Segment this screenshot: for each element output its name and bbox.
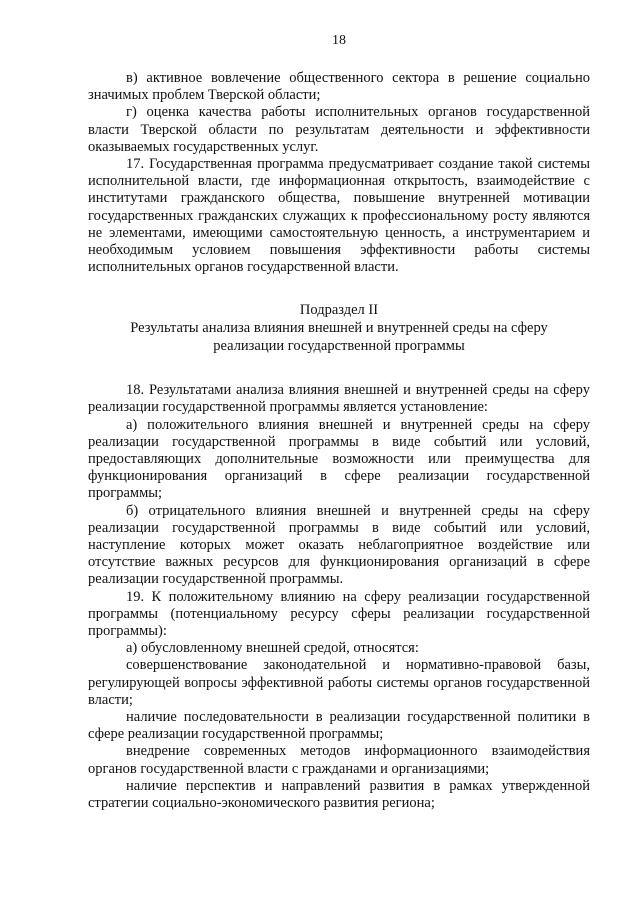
paragraph-methods: внедрение современных методов информационного взаимодействия органов государственной власти с гражданами и организациями; (88, 743, 590, 777)
page-number: 18 (332, 33, 346, 48)
subsection-label: Подраздел II (299, 302, 379, 319)
paragraph-v: в) активное вовлечение общественного сектора в решение социально значимых проблем Тверской области; (88, 70, 590, 104)
paragraph-19a: а) обусловленному внешней средой, относятся: (126, 640, 419, 657)
paragraph-18: 18. Результатами анализа влияния внешней и внутренней среды на сферу реализации государственной программы является установление: (88, 382, 590, 416)
paragraph-19: 19. К положительному влиянию на сферу реализации государственной программы (потенциальному ресурсу сферы реализации государственной программы): (88, 588, 590, 640)
paragraph-17: 17. Государственная программа предусматривает создание такой системы исполнительной власти, где информационная открытость, взаимодействие с институтами гражданского общества, повышение внутренней мотивации государственных гражданских служащих к профессиональному росту являются не элементами, имеющими самостоятельную ценность, а инструментарием и необходимым условием повышения эффективности работы системы исполнительных органов государственной власти. (88, 156, 590, 276)
paragraph-legislation: совершенствование законодательной и нормативно-правовой базы, регулирующей вопросы эффективной работы системы органов государственной власти; (88, 657, 590, 708)
paragraph-18b: б) отрицательного влияния внешней и внутренней среды на сферу реализации государственной программы в виде событий или условий, наступление которых может оказать неблагоприятное воздействие или отсутствие важных ресурсов для функционирования организаций в сфере реализации государственной программы. (88, 502, 590, 588)
subsection-title-line1: Результаты анализа влияния внешней и внутренней среды на сферу (130, 320, 548, 337)
heading-spacer (88, 355, 590, 382)
paragraph-18a: а) положительного влияния внешней и внутренней среды на сферу реализации государственной программы в виде событий или условий, предоставляющих дополнительные возможности или преимущества для функционирования организаций в сфере реализации государственной программы; (88, 416, 590, 502)
paragraph-g: г) оценка качества работы исполнительных органов государственной власти Тверской области по результатам деятельности и эффективности оказываемых государственных услуг. (88, 104, 590, 155)
paragraph-policy: наличие последовательности в реализации государственной политики в сфере реализации государственной программы; (88, 709, 590, 743)
paragraph-strategy: наличие перспектив и направлений развития в рамках утвержденной стратегии социально-экономического развития региона; (88, 777, 590, 812)
subsection-title-line2: реализации государственной программы (213, 337, 465, 354)
